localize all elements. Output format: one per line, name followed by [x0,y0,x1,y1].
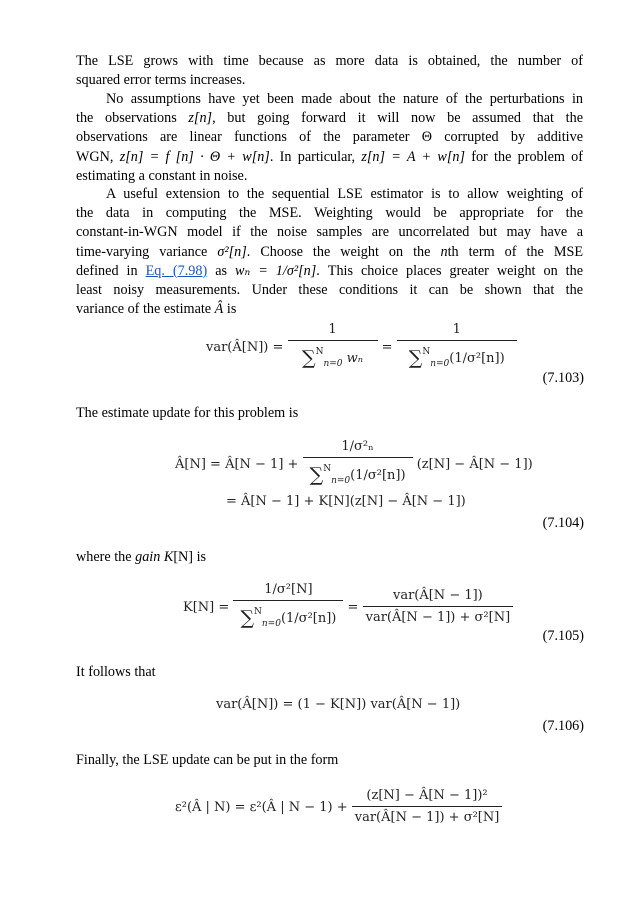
text-line: the observations z[n], but going forward it will now be assumed that the [76,110,583,127]
text-line: constant-in-WGN model if the noise samples are uncorrelated but may have a [76,224,583,241]
paragraph-update-intro [76,404,583,423]
eq-7-98-link[interactable]: Eq. (7.98) [145,262,208,279]
text-line: least noisy measurements. Under these conditions it can be shown that the [76,282,583,299]
text-line: It follows that [76,664,156,680]
text-line: The estimate update for this problem is [76,405,299,421]
text-line: the data in computing the MSE. Weighting would be appropriate for the [76,205,583,222]
text-line: squared error terms increases. [76,72,246,89]
text-line: observations are linear functions of the parameter Θ corrupted by additive [76,129,583,146]
text-line: defined in Eq. (7.98) as wₙ = 1/σ²[n]. This choice places greater weight on the [76,262,583,279]
paragraph-final-form [76,751,583,770]
equation-number: (7.104) [542,515,584,531]
text-line: No assumptions have yet been made about the nature of the perturbations in [106,91,583,107]
equation-7-106: var(Â[N]) = (1 − K[N]) var(Â[N − 1]) [216,697,461,712]
text-line: time-varying variance σ²[n]. Choose the weight on the nth term of the MSE [76,243,584,260]
text-line: Finally, the LSE update can be put in the form [76,752,339,768]
equation-7-105: K[N] = $\frac{\text{1/σ²[N]}}{\sum^N_{n=0}(1/\sigma^2[n])}$ = $\frac{\text{var(Â[N − 1])}}{\text{var(Â[N − 1]) + σ²[N]}}$ [183,580,513,635]
paragraph-weighting [76,185,583,319]
text-line: variance of the estimate Â is [76,301,237,318]
equation-7-103: var(Â[N]) = $\frac{1}{\sum^N_{n=0} w_n}$ = $\frac{1}{\sum^N_{n=0}(1/\sigma^2[n])}$ [206,320,517,375]
paragraph-assumptions [76,90,583,186]
text-line: WGN, z[n] = f [n] · Θ + w[n]. In particular, z[n] = A + w[n] for the problem of [76,148,584,165]
paragraph-lse-growth [76,52,583,90]
text-line: The LSE grows with time because as more data is obtained, the number of [76,53,583,69]
text-line: estimating a constant in noise. [76,167,248,184]
paragraph-follows [76,663,583,682]
equation-7-104-line1: Â[N] = Â[N − 1] + $\frac{\text{1/σ²ₙ}}{\sum^N_{n=0}(1/\sigma^2[n])}$ (z[N] − Â[N − 1]) [175,439,533,486]
paragraph-gain [76,548,583,567]
equation-number: (7.106) [542,718,584,734]
text-line: where the gain K[N] is [76,549,207,565]
equation-number: (7.103) [542,370,584,386]
equation-number: (7.105) [542,628,584,644]
equation-7-104-line2: = Â[N − 1] + K[N](z[N] − Â[N − 1]) [226,494,466,509]
equation-lse-update: ε²(Â | N) = ε²(Â | N − 1) + $\frac{\text{(z[N] − Â[N − 1])²}}{\text{var(Â[N − 1]) + σ²[N]}}$ [175,786,502,829]
text-line: A useful extension to the sequential LSE estimator is to allow weighting of [106,186,583,202]
